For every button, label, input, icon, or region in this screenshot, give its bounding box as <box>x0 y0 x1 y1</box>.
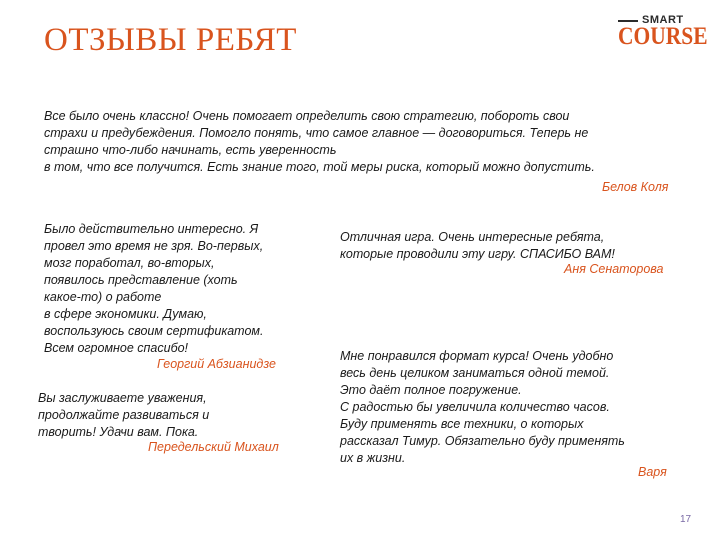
review-author-1: Белов Коля <box>602 180 669 194</box>
review-text-3 <box>38 390 209 441</box>
review-line: которые проводили эту игру. СПАСИБО ВАМ! <box>340 247 615 261</box>
review-line: провел это время не зря. Во-первых, <box>44 239 264 253</box>
logo-line-left <box>618 20 638 22</box>
review-line: Отличная игра. Очень интересные ребята, <box>340 230 605 244</box>
review-author-4: Аня Сенаторова <box>564 262 664 276</box>
review-line: воспользуюсь своим сертификатом. <box>44 324 264 338</box>
review-text-2 <box>44 221 263 357</box>
review-author-3: Передельский Михаил <box>148 440 279 454</box>
review-line: в сфере экономики. Думаю, <box>44 307 207 321</box>
review-line: Было действительно интересно. Я <box>44 222 259 236</box>
review-line: рассказал Тимур. Обязательно буду применять <box>340 434 625 448</box>
logo-main-text: COURSE <box>618 23 708 50</box>
review-author-5: Варя <box>638 465 667 479</box>
review-line: страхи и предубеждения. Помогло понять, что самое главное — договориться. Теперь не <box>44 126 589 140</box>
smart-course-logo <box>618 14 708 50</box>
logo-top-text: SMART <box>642 14 684 26</box>
review-line: С радостью бы увеличила количество часов. <box>340 400 610 414</box>
review-line: Мне понравился формат курса! Очень удобно <box>340 349 614 363</box>
review-text-5 <box>340 348 625 467</box>
review-line: какое-то) о работе <box>44 290 162 304</box>
page-title: ОТЗЫВЫ РЕБЯТ <box>44 22 297 58</box>
review-line: мозг поработал, во-вторых, <box>44 256 215 270</box>
review-line: Это даёт полное погружение. <box>340 383 522 397</box>
review-line: в том, что все получится. Есть знание того, той меры риска, который можно допустить. <box>44 160 595 174</box>
page-number: 17 <box>680 514 692 525</box>
review-line: появилось представление (хоть <box>44 273 238 287</box>
review-line: продолжайте развиваться и <box>38 408 210 422</box>
review-text-4 <box>340 229 615 263</box>
review-author-2: Георгий Абзианидзе <box>157 357 276 371</box>
review-line: Вы заслуживаете уважения, <box>38 391 207 405</box>
review-line: Буду применять все техники, о которых <box>340 417 584 431</box>
review-line: страшно что-либо начинать, есть уверенность <box>44 143 337 157</box>
review-text-1 <box>44 108 595 176</box>
review-line: творить! Удачи вам. Пока. <box>38 425 199 439</box>
review-line: Всем огромное спасибо! <box>44 341 189 355</box>
review-line: весь день целиком заниматься одной темой. <box>340 366 610 380</box>
review-line: Все было очень классно! Очень помогает определить свою стратегию, побороть свои <box>44 109 570 123</box>
review-line: их в жизни. <box>340 451 406 465</box>
